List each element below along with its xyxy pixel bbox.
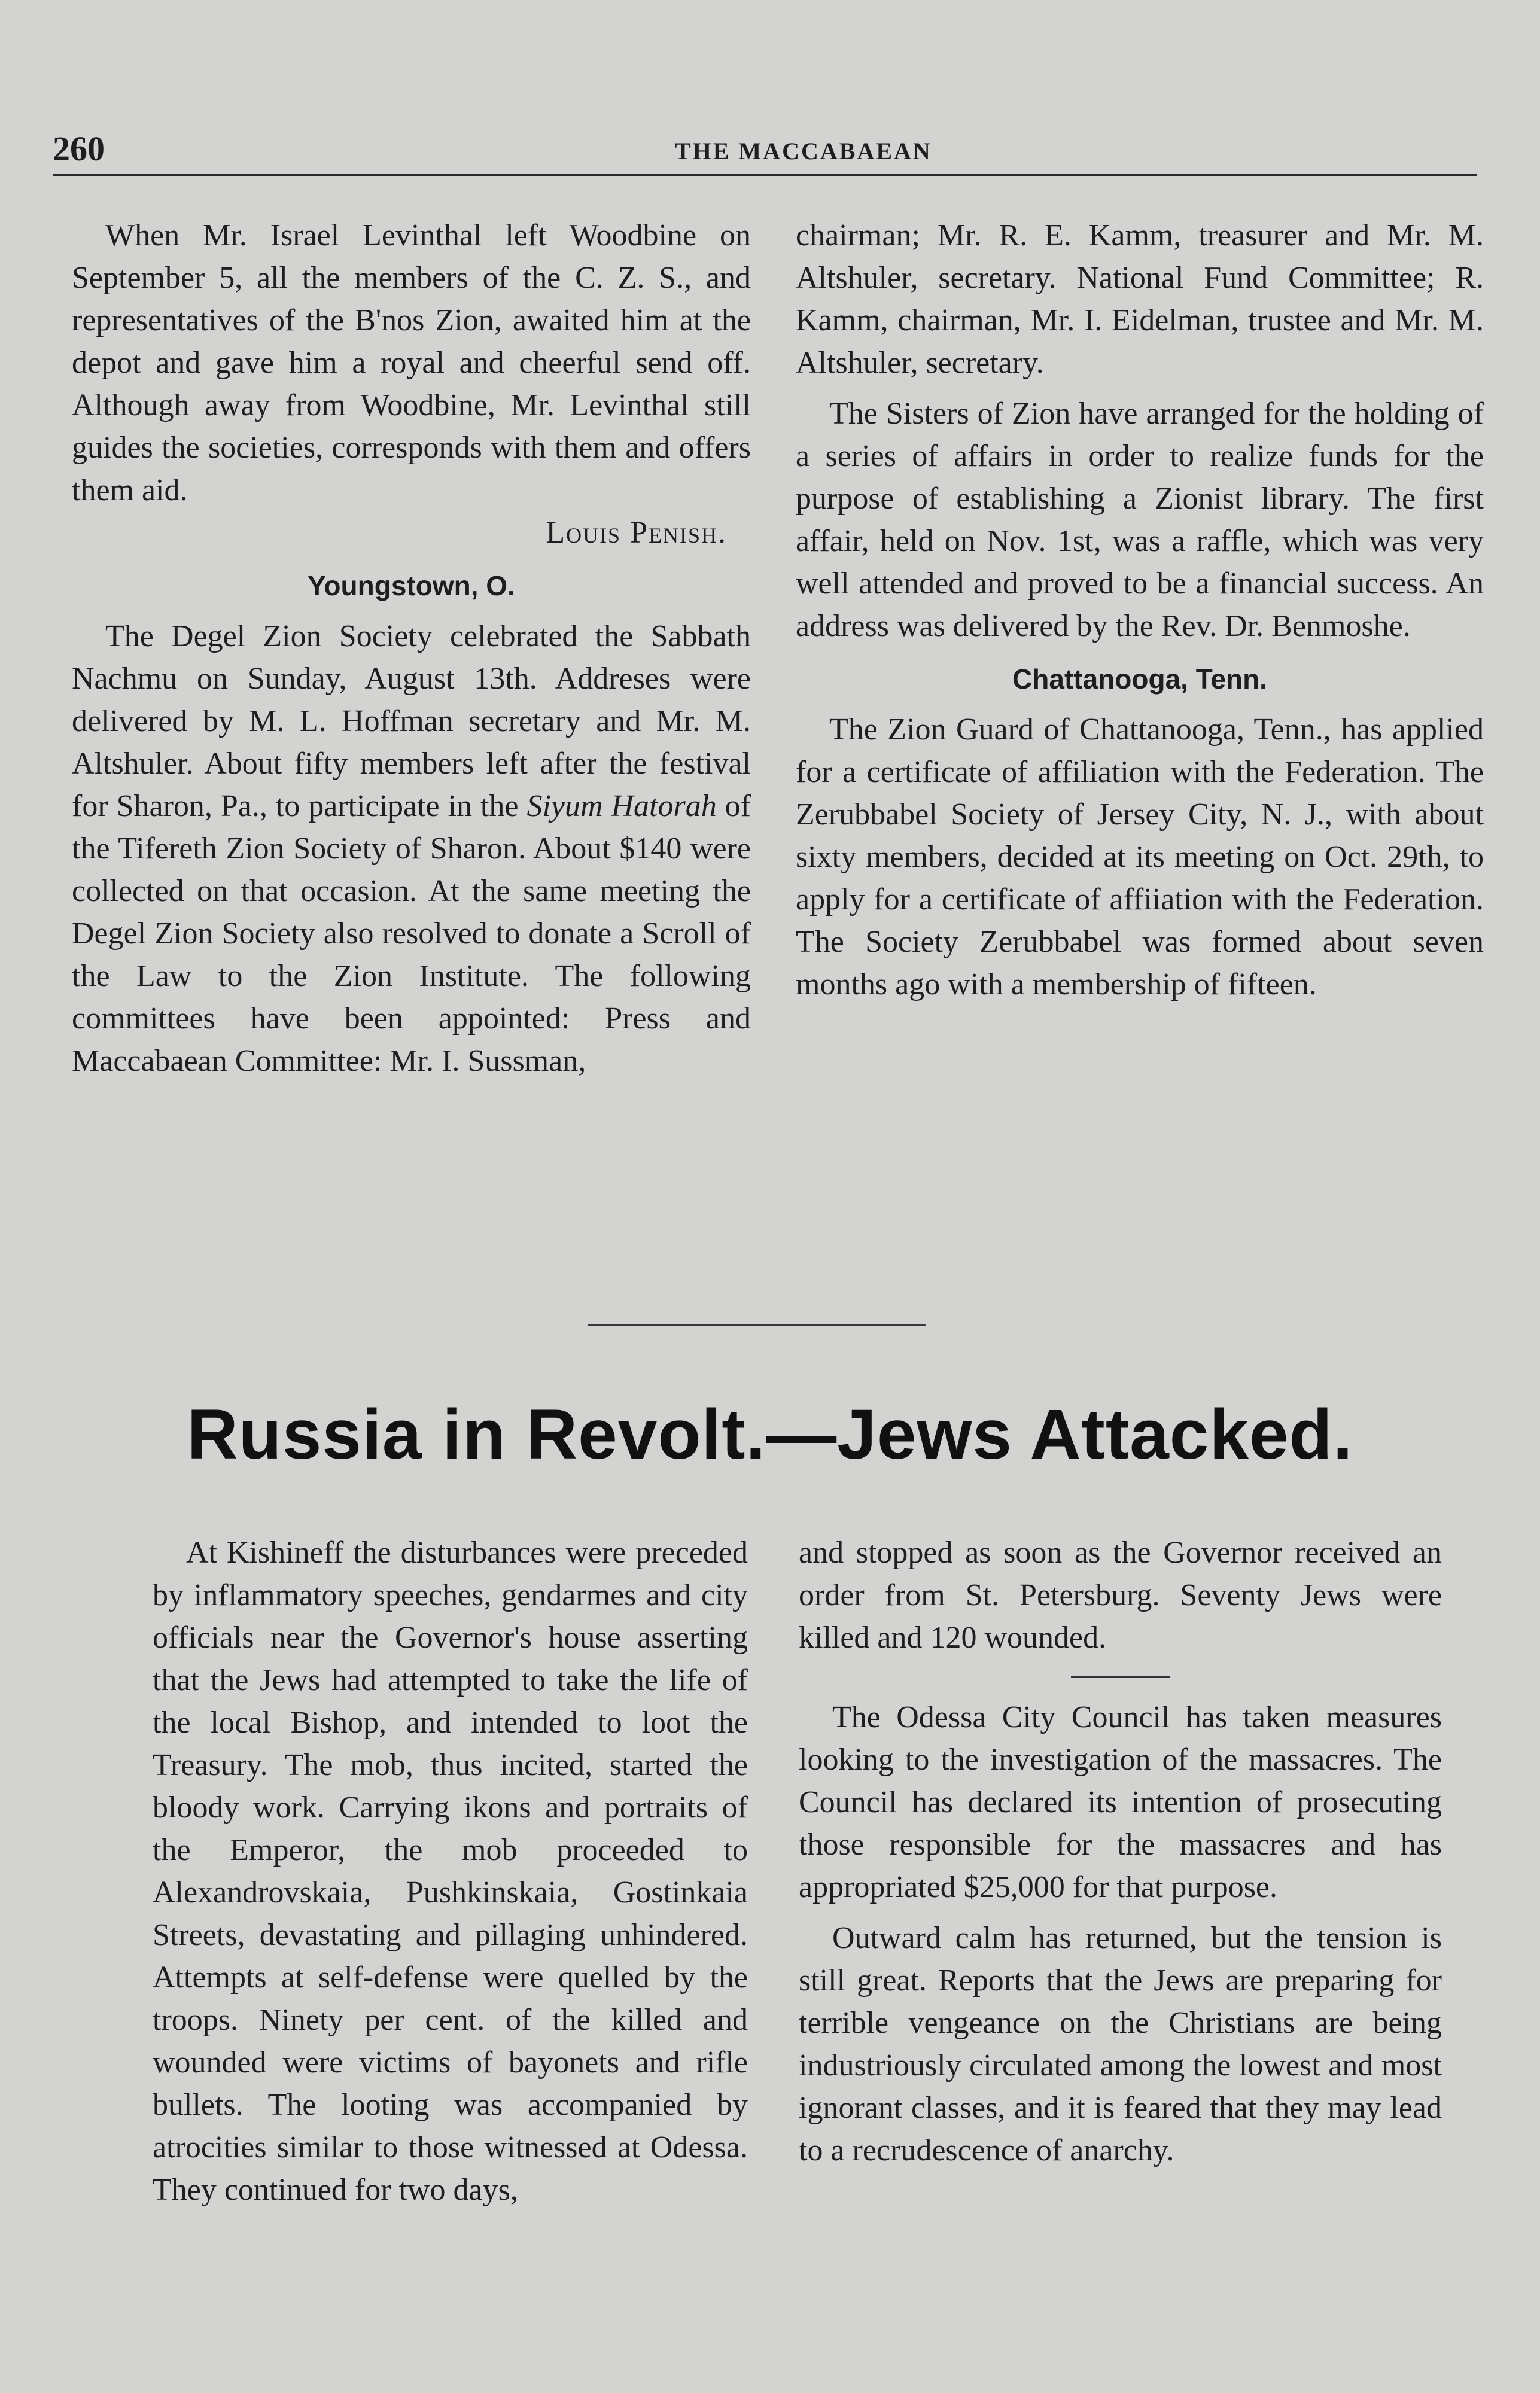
odessa-council-paragraph: The Odessa City Council has taken measures looking to the investigation of the massacres. The Council has declared its intention of prosecuting those responsible for the massacres and has appropriated $25,000 for that purpose.: [799, 1700, 1442, 1904]
short-divider: [1071, 1676, 1170, 1678]
kishineff-paragraph: At Kishineff the disturbances were preceded by inflammatory speeches, gendarmes and city officials near the Governor's house asserting that the Jews had attempted to take the life of the local Bishop, and intended to loot the Treasury. The mob, thus incited, started the bloody work. Carrying ikons and portraits of the Emperor, the mob proceeded to Alexandrovskaia, Pushkinskaia, Gostinkaia Streets, devastating and pillaging unhindered. Attempts at self-defense were quelled by the troops. Ninety per cent. of the killed and wounded were victims of bayonets and rifle bullets. The looting was accompanied by atrocities similar to those witnessed at Odessa. They continued for two days,: [153, 1536, 748, 2207]
committee-paragraph: chairman; Mr. R. E. Kamm, treasurer and Mr. M. Altshuler, secretary. National Fund Committee; R. Kamm, chairman, Mr. I. Eidelman, trustee and Mr. M. Altshuler, secretary.: [796, 218, 1484, 380]
sisters-of-zion-paragraph: The Sisters of Zion have arranged for the holding of a series of affairs in order to realize funds for the purpose of establishing a Zionist library. The first affair, held on Nov. 1st, was a raffle, which was very well attended and proved to be a financial success. An address was delivered by the Rev. Dr. Benmoshe.: [796, 397, 1484, 643]
youngstown-text-1: The Degel Zion Society celebrated the Sabbath Nachmu on Sunday, August 13th. Addreses were delivered by M. L. Hoffman secretary and Mr. M. Altshuler. About fifty members left after the festival for Sharon, Pa., to participate in the: [72, 619, 751, 823]
continuation-paragraph: and stopped as soon as the Governor received an order from St. Petersburg. Seventy Jews were killed and 120 wounded.: [799, 1536, 1442, 1655]
heading-chattanooga: Chattanooga, Tenn.: [1012, 663, 1267, 695]
section-divider: [588, 1324, 926, 1326]
youngstown-italic: Siyum Hatorah: [526, 789, 717, 823]
column-left-top: [72, 214, 751, 1082]
column-right-bottom: [799, 1532, 1442, 2172]
article-headline: Russia in Revolt.—Jews Attacked.: [187, 1395, 1353, 1474]
running-title: THE MACCABAEAN: [675, 138, 932, 165]
youngstown-text-2: of the Tifereth Zion Society of Sharon. About $140 were collected on that occasion. At the same meeting the Degel Zion Society also resolved to donate a Scroll of the Law to the Zion Institute. The following committees have been appointed: Press and Maccabaean Committee: Mr. I. Sussman,: [72, 789, 751, 1078]
column-left-bottom: [153, 1532, 748, 2211]
youngstown-paragraph: [72, 615, 751, 1082]
outward-calm-paragraph: Outward calm has returned, but the tension is still great. Reports that the Jews are preparing for terrible vengeance on the Christians are being industriously circulated among the lowest and most ignorant classes, and it is feared that they may lead to a recrudescence of anarchy.: [799, 1921, 1442, 2167]
woodbine-paragraph: When Mr. Israel Levinthal left Woodbine on September 5, all the members of the C. Z. S., and representatives of the B'nos Zion, awaited him at the depot and gave him a royal and cheerful send off. Although away from Woodbine, Mr. Levinthal still guides the societies, corresponds with them and offers them aid.: [72, 218, 751, 507]
column-right-top: [796, 214, 1484, 1006]
heading-youngstown: Youngstown, O.: [308, 570, 515, 601]
chattanooga-paragraph: The Zion Guard of Chattanooga, Tenn., has applied for a certificate of affiliation with the Federation. The Zerubbabel Society of Jersey City, N. J., with about sixty members, decided at its meeting on Oct. 29th, to apply for a certificate of affiiation with the Federation. The Society Zerubbabel was formed about seven months ago with a membership of fifteen.: [796, 713, 1484, 1001]
header-rule: [53, 174, 1477, 176]
page-header: [53, 129, 1477, 182]
signature: Louis Penish.: [546, 516, 727, 550]
page-number: 260: [53, 129, 105, 168]
